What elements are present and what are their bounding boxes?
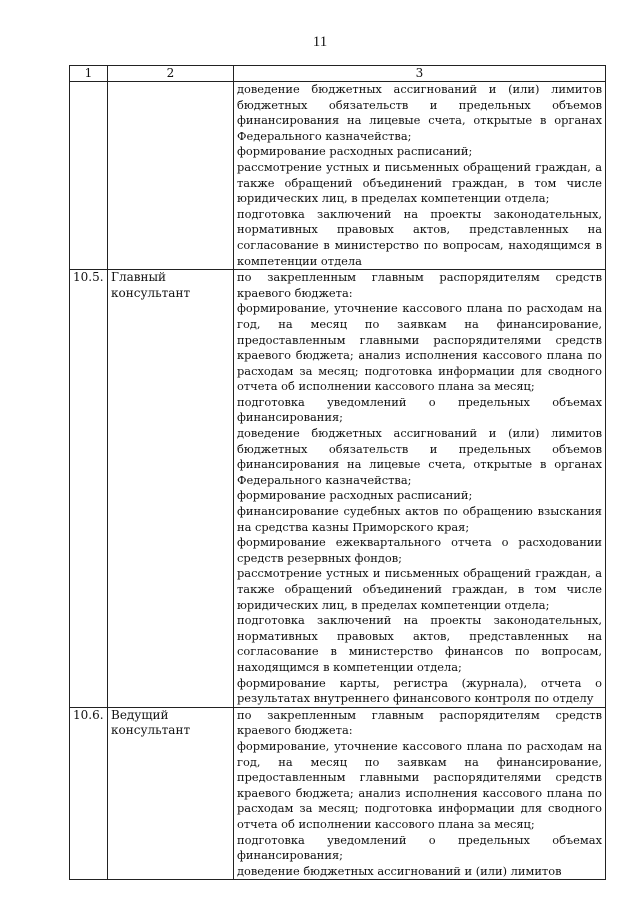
duties-cell (234, 270, 606, 708)
table-row (70, 707, 606, 880)
duty-item: формирование ежеквартального отчета о расходовании средств резервных фондов; (237, 535, 602, 565)
table-row (70, 270, 606, 708)
header-col-3: 3 (234, 66, 606, 82)
positions-table (69, 65, 606, 880)
duty-item: по закрепленным главным распорядителям средств краевого бюджета: (237, 270, 602, 300)
duty-item: формирование расходных расписаний; (237, 488, 473, 503)
duties-cell (234, 82, 606, 270)
row-number: 10.5. (70, 270, 108, 708)
header-col-1: 1 (70, 66, 108, 82)
duty-item: доведение бюджетных ассигнований и (или) лимитов бюджетных обязательств и предельных объемов финансирования на лицевые счета, открытые в органах Федерального казначейства; (237, 426, 602, 487)
position-title: Ведущий консультант (108, 707, 234, 880)
duty-item: по закрепленным главным распорядителям средств краевого бюджета: (237, 707, 602, 738)
row-number (70, 82, 108, 270)
position-title: Главный консультант (108, 270, 234, 708)
duty-item: доведение бюджетных ассигнований и (или) лимитов бюджетных обязательств и предельных объемов финансирования на лицевые счета, открытые в органах Федерального казначейства; (237, 82, 602, 143)
duty-item: рассмотрение устных и письменных обращений граждан, а также обращений объединений граждан, в том числе юридических лиц, в пределах компетенции отдела; (237, 159, 602, 206)
duty-item: подготовка уведомлений о предельных объемах финансирования; (237, 394, 602, 425)
duty-item: рассмотрение устных и письменных обращений граждан, а также обращений объединений граждан, в том числе юридических лиц, в пределах компетенции отдела; (237, 566, 602, 612)
page-number: 11 (312, 34, 328, 50)
table-header-row (70, 66, 606, 82)
duty-item: формирование, уточнение кассового плана по расходам на год, на месяц по заявкам на финансирование, предоставленным главными распорядителями средств краевого бюджета; анализ исполнения кассового плана по расходам за месяц; подготовка информации для сводного отчета об исполнении кассового плана за месяц; (237, 738, 602, 831)
duties-cell (234, 707, 606, 880)
duty-item: финансирование судебных актов по обращению взыскания на средства казны Приморского края; (237, 504, 602, 534)
row-number: 10.6. (70, 707, 108, 880)
header-col-2: 2 (108, 66, 234, 82)
duty-item: доведение бюджетных ассигнований и (или) лимитов (237, 863, 562, 878)
duty-item: формирование, уточнение кассового плана по расходам на год, на месяц по заявкам на финансирование, предоставленным главными распорядителями средств краевого бюджета; анализ исполнения кассового плана по расходам за месяц; подготовка информации для сводного отчета об исполнении кассового плана за месяц; (237, 301, 602, 394)
duty-item: формирование карты, регистра (журнала), отчета о результатах внутреннего финансового контроля по отделу (237, 675, 602, 706)
duty-item: формирование расходных расписаний; (237, 144, 473, 159)
duty-item: подготовка уведомлений о предельных объемах финансирования; (237, 832, 602, 863)
table-row (70, 82, 606, 270)
duty-item: подготовка заключений на проекты законодательных, нормативных правовых актов, представленных на согласование в министерство финансов по вопросам, находящимся в компетенции отдела; (237, 613, 602, 674)
position-title (108, 82, 234, 270)
duty-item: подготовка заключений на проекты законодательных, нормативных правовых актов, представленных на согласование в министерство по вопросам, находящимся в компетенции отдела (237, 206, 602, 268)
